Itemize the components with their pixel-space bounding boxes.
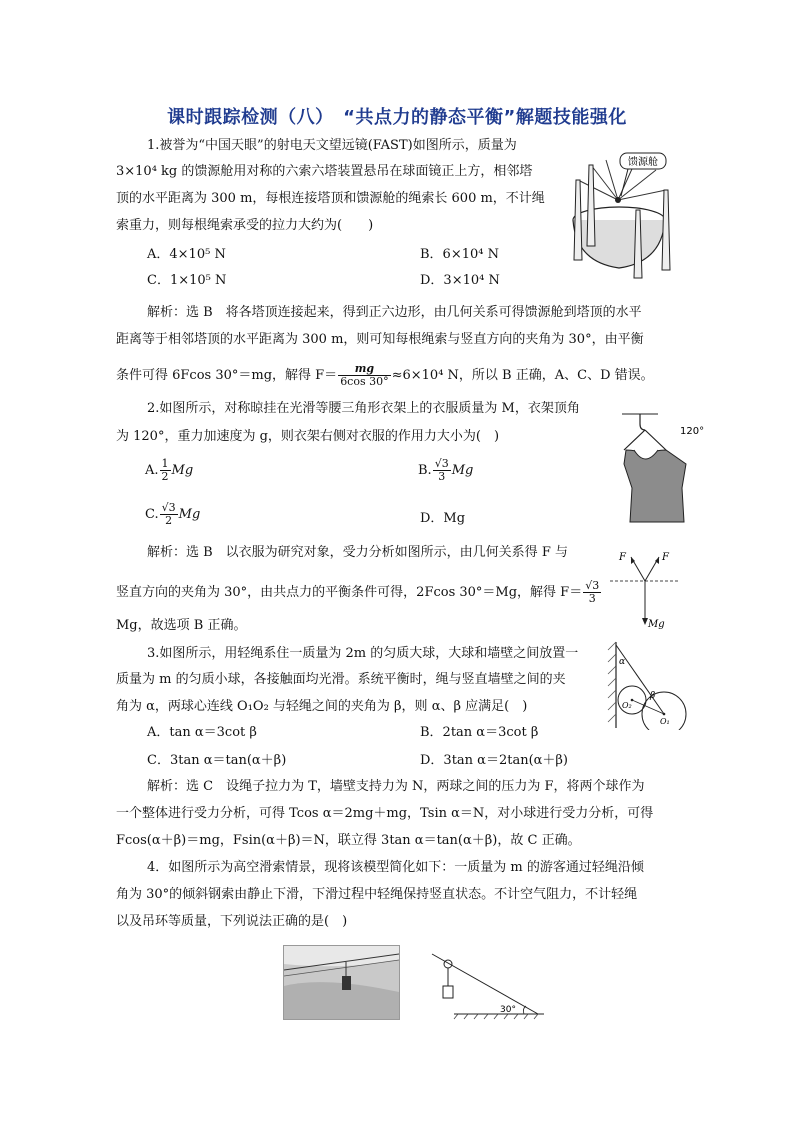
q3-analysis-3: Fcos(α＋β)＝mg，Fsin(α＋β)＝N，联立得 3tan α＝tan(α＋β)，故 C 正确。	[116, 833, 581, 848]
fast-telescope-figure	[566, 150, 676, 280]
q1-line-4: 索重力，则每根绳索承受的拉力大约为( )	[116, 218, 374, 233]
q1-analysis-2: 距离等于相邻塔顶的水平距离为 300 m，则可知每根绳索与竖直方向的夹角为 30°，由平衡	[116, 332, 644, 347]
q1-analysis-3	[116, 363, 654, 388]
page-title: 课时跟踪检测（八） “共点力的静态平衡”解题技能强化	[167, 107, 627, 128]
q2-option-a[interactable]: A. $\frac{1}{2}$ Mg	[145, 457, 194, 483]
q3-line-2: 质量为 m 的匀质小球，各接触面均光滑。系统平衡时，绳与竖直墙壁之间的夹	[116, 672, 566, 687]
q3-option-a[interactable]: A．tan α＝3cot β	[147, 725, 257, 740]
two-balls-wall-figure	[606, 640, 696, 730]
force-label-weight: Mg	[648, 619, 665, 630]
q1-line-1: 1.被誉为“中国天眼”的射电天文望远镜(FAST)如图所示，质量为	[147, 138, 517, 153]
fraction: $\frac{√3}{2}$	[161, 501, 176, 527]
clothes-hanger-figure	[612, 410, 708, 528]
q1-analysis-3-tail: ≈6×10⁴ N，所以 B 正确，A、C、D 错误。	[391, 368, 654, 383]
q1-option-b[interactable]: B．6×10⁴ N	[420, 247, 499, 262]
q3-option-b[interactable]: B．2tan α＝3cot β	[420, 725, 539, 740]
q3-option-c[interactable]: C．3tan α＝tan(α＋β)	[147, 753, 287, 768]
fig-label-beta: β	[650, 691, 656, 701]
q2-line-2: 为 120°，重力加速度为 g，则衣架右侧对衣服的作用力大小为( )	[116, 429, 500, 444]
q3-line-1: 3.如图所示，用轻绳系住一质量为 2m 的匀质大球，大球和墙壁之间放置一	[147, 646, 579, 661]
q2-analysis-2: 竖直方向的夹角为 30°，由共点力的平衡条件可得，2Fcos 30°＝Mg，解得 F＝ $\frac{√3}{3}$	[116, 579, 600, 605]
q4-line-1: 4．如图所示为高空滑索情景，现将该模型简化如下：一质量为 m 的游客通过轻绳沿倾	[147, 860, 644, 875]
force-label-right: F	[662, 552, 669, 563]
q3-option-d[interactable]: D．3tan α＝2tan(α＋β)	[420, 753, 569, 768]
fraction: $\frac{√3}{3}$	[585, 579, 600, 605]
q3-analysis-1: 解析：选 C 设绳子拉力为 T，墙壁支持力为 N，两球之间的压力为 F，将两个球作为	[147, 779, 645, 794]
fig-label-angle: 120°	[680, 426, 705, 437]
fig-label-feed-cabin: 馈源舱	[628, 157, 658, 168]
fraction: $\frac{mg}{6\cos 30^\circ}$	[340, 362, 389, 388]
q2-analysis-3: Mg，故选项 B 正确。	[116, 618, 247, 633]
q1-analysis-3-text: 条件可得 6Fcos 30°＝mg，解得 F＝	[116, 368, 338, 383]
fig-label-incline-angle: 30°	[500, 1005, 516, 1015]
q1-line-3: 顶的水平距离为 300 m，每根连接塔顶和馈源舱的绳索长 600 m，不计绳	[116, 191, 545, 206]
force-diagram-figure	[606, 545, 686, 635]
q2-option-c[interactable]: C. $\frac{√3}{2}$ Mg	[145, 501, 201, 527]
incline-zipline-figure	[428, 948, 548, 1020]
fraction: $\frac{√3}{3}$	[434, 457, 449, 483]
fig-label-alpha: α	[619, 657, 626, 667]
q3-line-3: 角为 α，两球心连线 O₁O₂ 与轻绳之间的夹角为 β，则 α、β 应满足( )	[116, 699, 528, 714]
zipline-photo-image	[284, 946, 399, 1019]
q3-analysis-2: 一个整体进行受力分析，可得 Tcos α＝2mg＋mg，Tsin α＝N，对小球进行受力分析，可得	[116, 806, 654, 821]
fraction: $\frac{1}{2}$	[161, 457, 169, 483]
q1-option-a[interactable]: A．4×10⁵ N	[147, 247, 226, 262]
q4-line-3: 以及吊环等质量，下列说法正确的是( )	[116, 914, 348, 929]
q1-line-2: 3×10⁴ kg 的馈源舱用对称的六索六塔装置悬吊在球面镜正上方，相邻塔	[116, 164, 533, 179]
q2-line-1: 2.如图所示，对称晾挂在光滑等腰三角形衣架上的衣服质量为 M，衣架顶角	[147, 401, 580, 416]
q1-option-c[interactable]: C．1×10⁵ N	[147, 273, 227, 288]
q1-analysis-1: 解析：选 B 将各塔顶连接起来，得到正六边形，由几何关系可得馈源舱到塔顶的水平	[147, 305, 642, 320]
zipline-photo	[283, 945, 400, 1020]
q2-option-d[interactable]: D．Mg	[420, 511, 466, 526]
fig-label-o2: O₂	[622, 701, 632, 710]
q2-analysis-1: 解析：选 B 以衣服为研究对象，受力分析如图所示，由几何关系得 F 与	[147, 545, 568, 560]
fig-label-o1: O₁	[660, 717, 670, 726]
q1-option-d[interactable]: D．3×10⁴ N	[420, 273, 500, 288]
force-label-left: F	[619, 552, 626, 563]
q2-option-b[interactable]: B. $\frac{√3}{3}$ Mg	[418, 457, 474, 483]
q4-line-2: 角为 30°的倾斜钢索由静止下滑，下滑过程中轻绳保持竖直状态。不计空气阻力，不计轻绳	[116, 887, 638, 902]
